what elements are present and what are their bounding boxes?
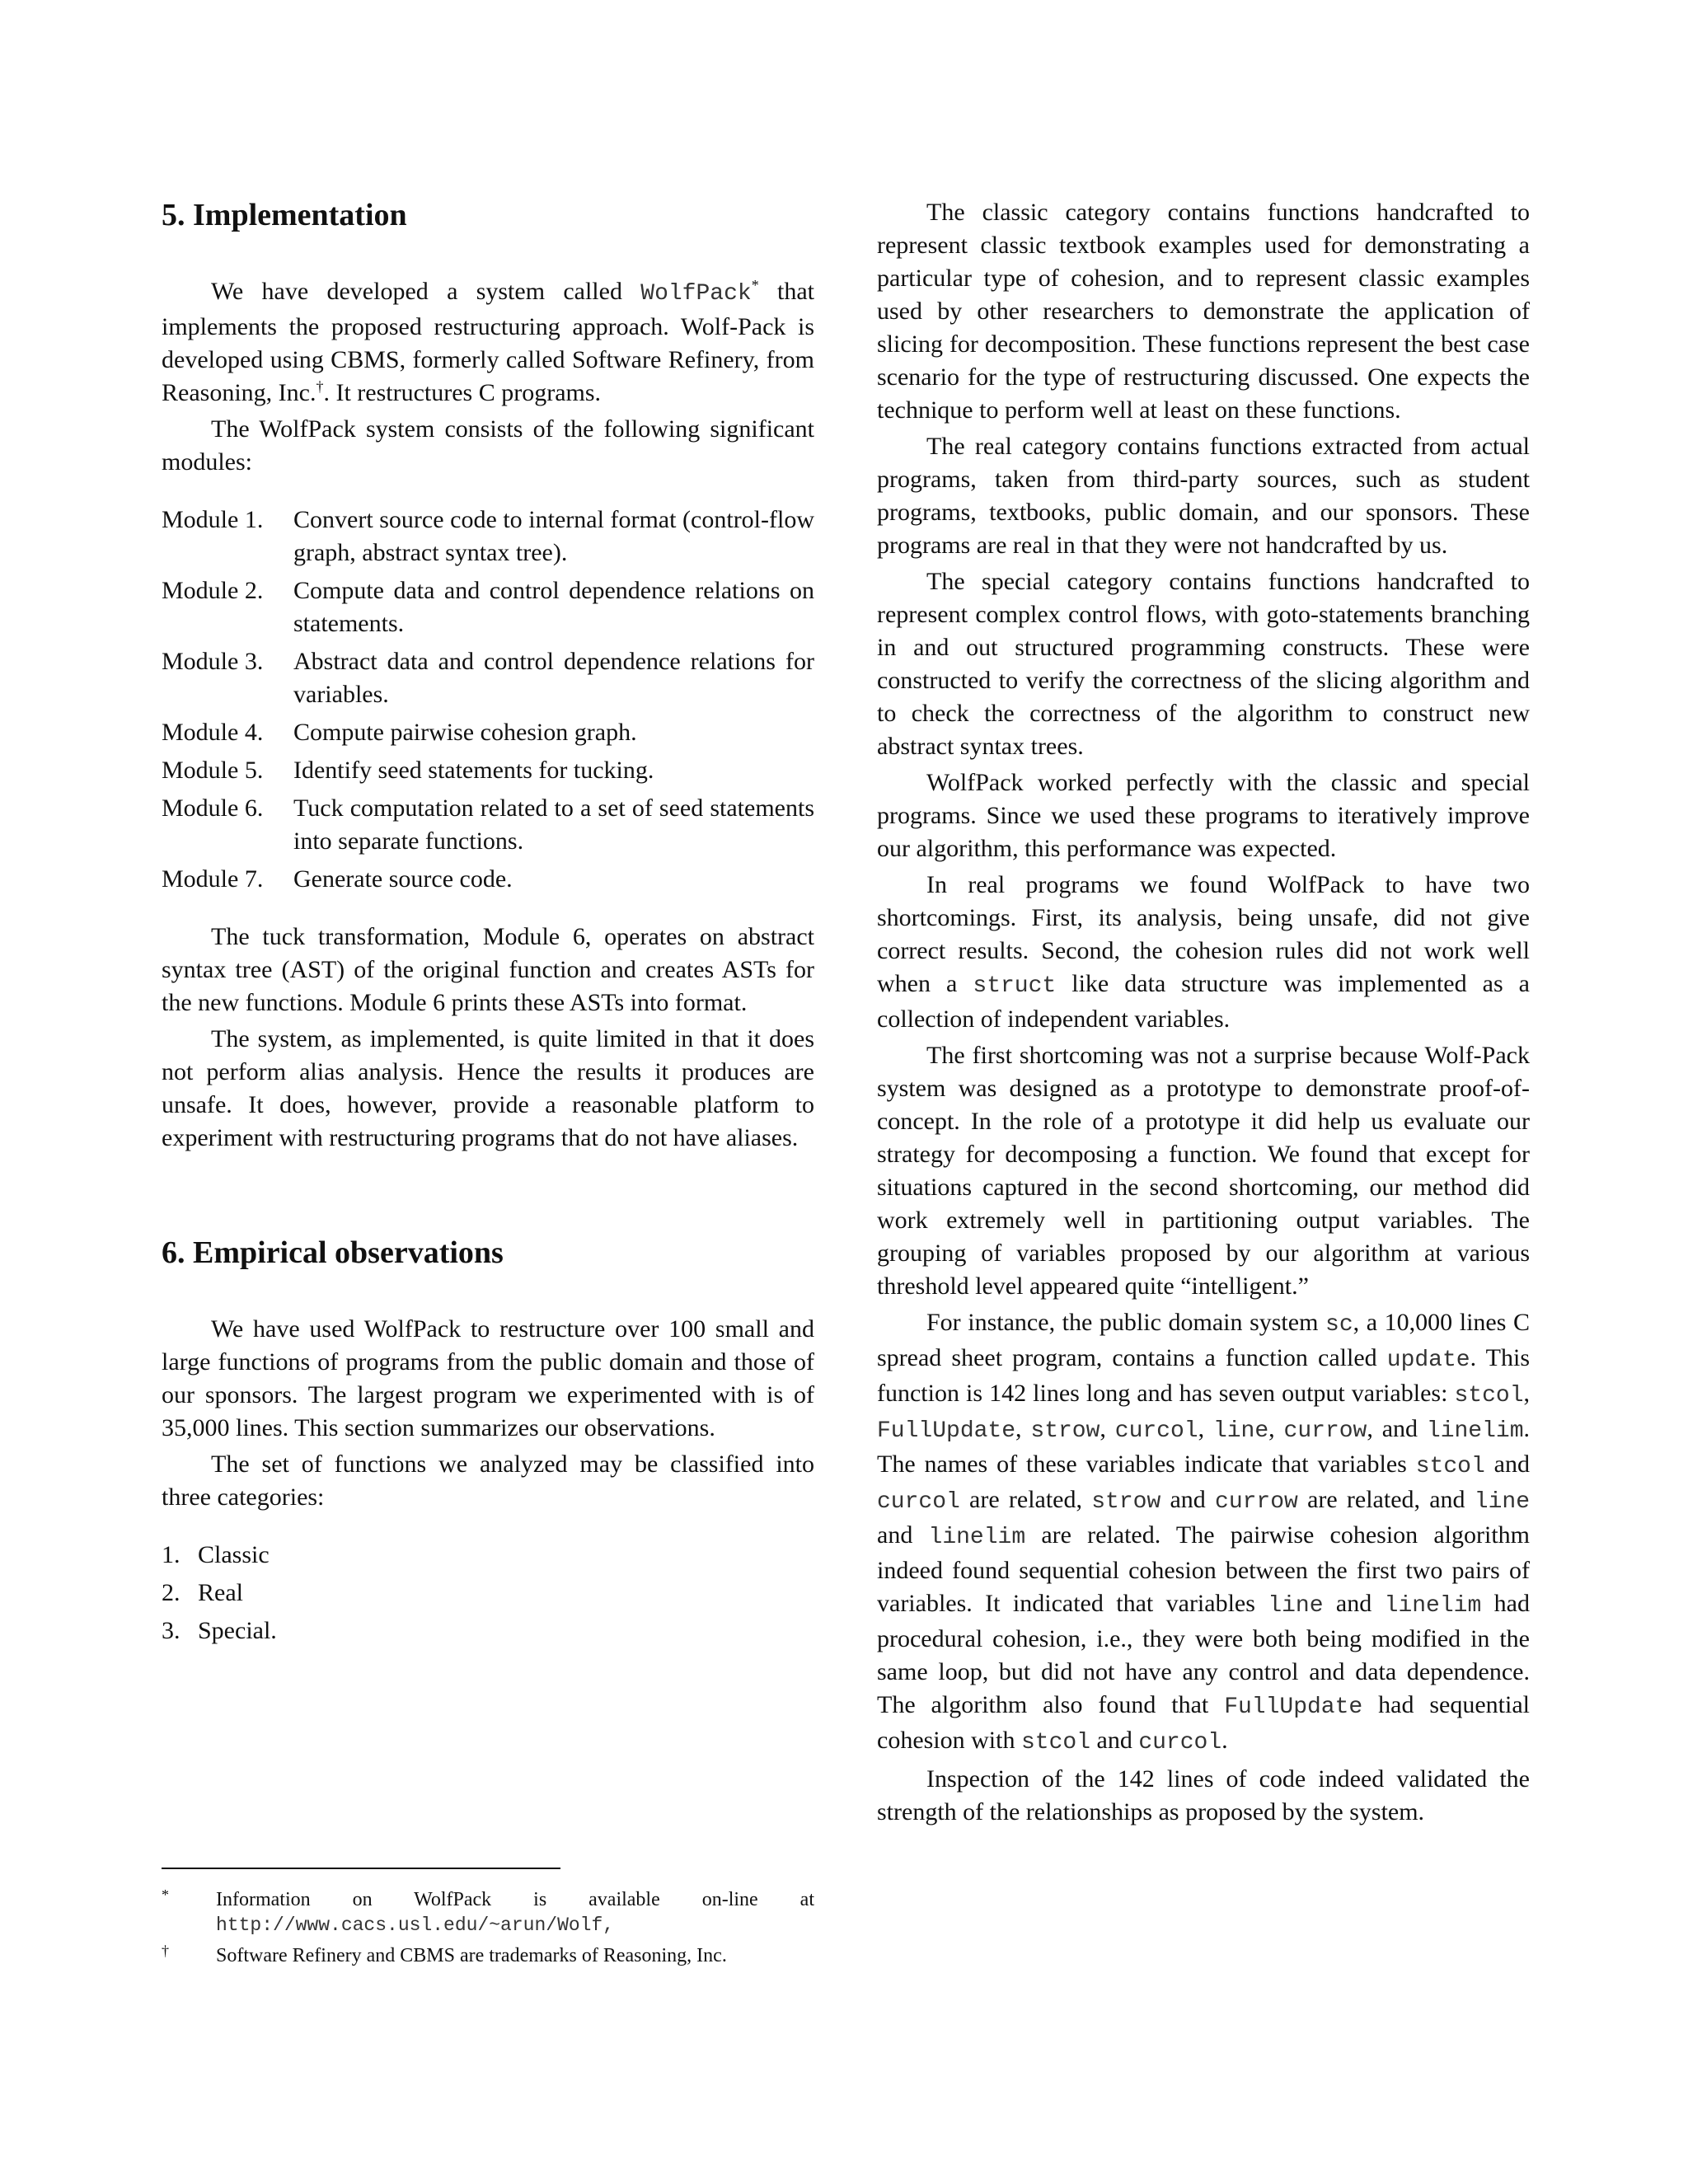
category-item	[162, 1615, 814, 1652]
text-run: ,	[1268, 1415, 1284, 1442]
text-run: . It restructures C programs.	[323, 379, 602, 406]
text-run: , and	[1367, 1415, 1427, 1442]
text-run: .	[1221, 1727, 1228, 1754]
text-run: We have developed a system called	[211, 278, 641, 305]
module-text: Tuck computation related to a set of seed statements into separate functions.	[293, 794, 814, 855]
text-run: ,	[1523, 1380, 1530, 1407]
text-run: and	[1160, 1486, 1216, 1513]
text-run: and	[877, 1521, 929, 1549]
code-identifier: line	[1474, 1489, 1530, 1515]
code-identifier: line	[1212, 1418, 1269, 1444]
text-run: In real programs we found WolfPack to have two shortcomings. First, its analysis, being unsafe, did not give correct results. Second, the cohesion rules did not work well when a	[877, 871, 1530, 997]
module-text: Abstract data and control dependence relations for variables.	[293, 648, 814, 708]
module-label: Module 3.	[162, 648, 264, 675]
module-item	[162, 863, 814, 896]
code-identifier: linelim	[928, 1525, 1026, 1550]
code-identifier: curcol	[877, 1489, 960, 1515]
footnote-1-body: Information on WolfPack is available on-line at	[216, 1889, 814, 1910]
text-run: For instance, the public domain system	[926, 1309, 1326, 1336]
module-label: Module 6.	[162, 794, 264, 822]
code-identifier: linelim	[1426, 1418, 1524, 1444]
code-identifier: currow	[1215, 1489, 1298, 1515]
right-paragraph-8: Inspection of the 142 lines of code indeed validated the strength of the relationships as proposed by the system.	[877, 1765, 1530, 1825]
section-5-paragraph-3: The tuck transformation, Module 6, operates on abstract syntax tree (AST) of the original function and creates ASTs for the new functions. Module 6 prints these ASTs into format.	[162, 923, 814, 1016]
text-run: and	[1090, 1727, 1139, 1754]
module-label: Module 5.	[162, 757, 264, 784]
module-label: Module 7.	[162, 865, 264, 893]
code-identifier: stcol	[1415, 1454, 1485, 1479]
code-wolfpack: WolfPack	[640, 281, 752, 307]
module-label: Module 1.	[162, 506, 264, 533]
section-6-paragraph-2: The set of functions we analyzed may be classified into three categories:	[162, 1451, 814, 1511]
footnote-2-mark: †	[162, 1943, 169, 1959]
module-list	[162, 504, 814, 896]
text-run: are related, and	[1297, 1486, 1475, 1513]
module-text: Compute pairwise cohesion graph.	[293, 719, 637, 746]
code-identifier: FullUpdate	[1224, 1694, 1363, 1720]
text-run: . This function is 142 lines long and has seven output variables:	[877, 1344, 1531, 1407]
right-paragraph-4: WolfPack worked perfectly with the classic and special programs. Since we used these programs to iteratively improve our algorithm, this performance was expected.	[877, 769, 1530, 862]
text-run: that implements the proposed restructuring approach. Wolf-Pack is developed using CBMS, formerly called Software Refinery, from Reasoning, Inc.	[162, 278, 814, 406]
module-item	[162, 716, 814, 749]
left-column	[162, 196, 814, 1652]
text-run: and	[1484, 1451, 1530, 1478]
section-6-heading: 6. Empirical observations	[162, 1235, 504, 1270]
module-text: Identify seed statements for tucking.	[293, 757, 654, 784]
footnote-mark-dagger: †	[316, 378, 324, 395]
text-run: , a 10,000 lines C spread sheet program, contains a function called	[877, 1309, 1530, 1371]
right-paragraph-5	[877, 869, 1530, 1036]
category-number: 1.	[162, 1541, 181, 1568]
text-run: had sequential cohesion with	[877, 1691, 1530, 1754]
code-identifier: strow	[1091, 1489, 1161, 1515]
footnote-2	[162, 1943, 814, 1968]
text-run: like data structure was implemented as a collection of independent variables.	[877, 970, 1530, 1033]
module-label: Module 4.	[162, 719, 264, 746]
section-5-heading: 5. Implementation	[162, 198, 407, 232]
category-list	[162, 1539, 814, 1652]
section-6-paragraph-1: We have used WolfPack to restructure over 100 small and large functions of programs from the public domain and those of our sponsors. The largest program we experimented with is of 35,000 lines. This section summarizes our observations.	[162, 1315, 814, 1441]
module-item	[162, 504, 814, 569]
footnote-rule	[162, 1868, 560, 1869]
category-item	[162, 1577, 814, 1615]
module-text: Generate source code.	[293, 865, 513, 893]
code-identifier: currow	[1283, 1418, 1367, 1444]
code-struct: struct	[973, 973, 1057, 999]
category-item	[162, 1539, 814, 1577]
module-text: Compute data and control dependence relations on statements.	[293, 577, 814, 637]
text-run: . The names of these variables indicate that variables	[877, 1415, 1531, 1478]
code-identifier: curcol	[1138, 1730, 1222, 1755]
code-identifier: update	[1386, 1347, 1470, 1373]
code-identifier: curcol	[1114, 1418, 1198, 1444]
code-identifier: sc	[1325, 1312, 1353, 1338]
code-identifier: linelim	[1384, 1593, 1482, 1619]
right-paragraph-1: The classic category contains functions handcrafted to represent classic textbook examples used for demonstrating a particular type of cohesion, and to represent classic examples used by other researchers to demonstrate the application of slicing for decomposition. These functions represent the best case scenario for the type of restructuring discussed. One expects the technique to perform well at least on these functions.	[877, 199, 1530, 424]
module-item	[162, 645, 814, 711]
text-run: ,	[1015, 1415, 1031, 1442]
section-5-paragraph-4: The system, as implemented, is quite limited in that it does not perform alias analysis. Hence the results it produces are unsafe. It does, however, provide a reasonable platform to experiment with restructuring programs that do not have aliases.	[162, 1025, 814, 1151]
footnote-mark-star: *	[751, 277, 759, 293]
footnote-1-mark: *	[162, 1886, 169, 1903]
module-item	[162, 574, 814, 640]
code-identifier: strow	[1030, 1418, 1100, 1444]
text-run: ,	[1198, 1415, 1213, 1442]
section-5-paragraph-1	[162, 275, 814, 410]
code-identifier: FullUpdate	[877, 1418, 1016, 1444]
category-name: Real	[198, 1579, 243, 1606]
code-identifier: line	[1268, 1593, 1324, 1619]
text-run: are related. The pairwise cohesion algorithm indeed found sequential cohesion between the first two pairs of variables. It indicated that variables	[877, 1521, 1530, 1617]
category-name: Special.	[198, 1617, 277, 1644]
code-identifier: stcol	[1454, 1383, 1524, 1408]
footnote-1	[162, 1887, 814, 1938]
text-run: are related,	[959, 1486, 1092, 1513]
footnote-1-text	[162, 1887, 814, 1938]
right-paragraph-3: The special category contains functions handcrafted to represent complex control flows, with goto-statements branching in and out structured programming constructs. These were constructed to verify the correctness of the slicing algorithm and to check the correctness of the algorithm to construct new abstract syntax trees.	[877, 568, 1530, 760]
right-paragraph-6: The first shortcoming was not a surprise because Wolf-Pack system was designed as a prototype to demonstrate proof-of-concept. In the role of a prototype it did help us evaluate our strategy for decomposing a function. We found that except for situations captured in the second shortcoming, our method did work extremely well in partitioning output variables. The grouping of variables proposed by our algorithm at various threshold level appeared quite “intelligent.”	[877, 1042, 1530, 1300]
code-identifier: stcol	[1020, 1730, 1090, 1755]
footnote-url: http://www.cacs.usl.edu/~arun/Wolf,	[216, 1915, 615, 1936]
right-column	[877, 196, 1530, 1832]
right-paragraph-2: The real category contains functions extracted from actual programs, taken from third-party sources, such as student programs, textbooks, public domain, and our sponsors. These programs are real in that they were not handcrafted by us.	[877, 433, 1530, 559]
text-run: and	[1323, 1590, 1385, 1617]
module-label: Module 2.	[162, 577, 264, 604]
module-item	[162, 754, 814, 787]
category-number: 2.	[162, 1579, 181, 1606]
category-name: Classic	[198, 1541, 270, 1568]
section-5-paragraph-2: The WolfPack system consists of the following significant modules:	[162, 415, 814, 476]
right-paragraph-7	[877, 1306, 1530, 1760]
text-run: ,	[1100, 1415, 1115, 1442]
text-run: had procedural cohesion, i.e., they were both being modified in the same loop, but did not have any control and data dependence. The algorithm also found that	[877, 1590, 1530, 1718]
footnote-2-text: Software Refinery and CBMS are trademarks of Reasoning, Inc.	[216, 1945, 727, 1966]
module-item	[162, 792, 814, 858]
module-text: Convert source code to internal format (control-flow graph, abstract syntax tree).	[293, 506, 814, 566]
category-number: 3.	[162, 1617, 181, 1644]
